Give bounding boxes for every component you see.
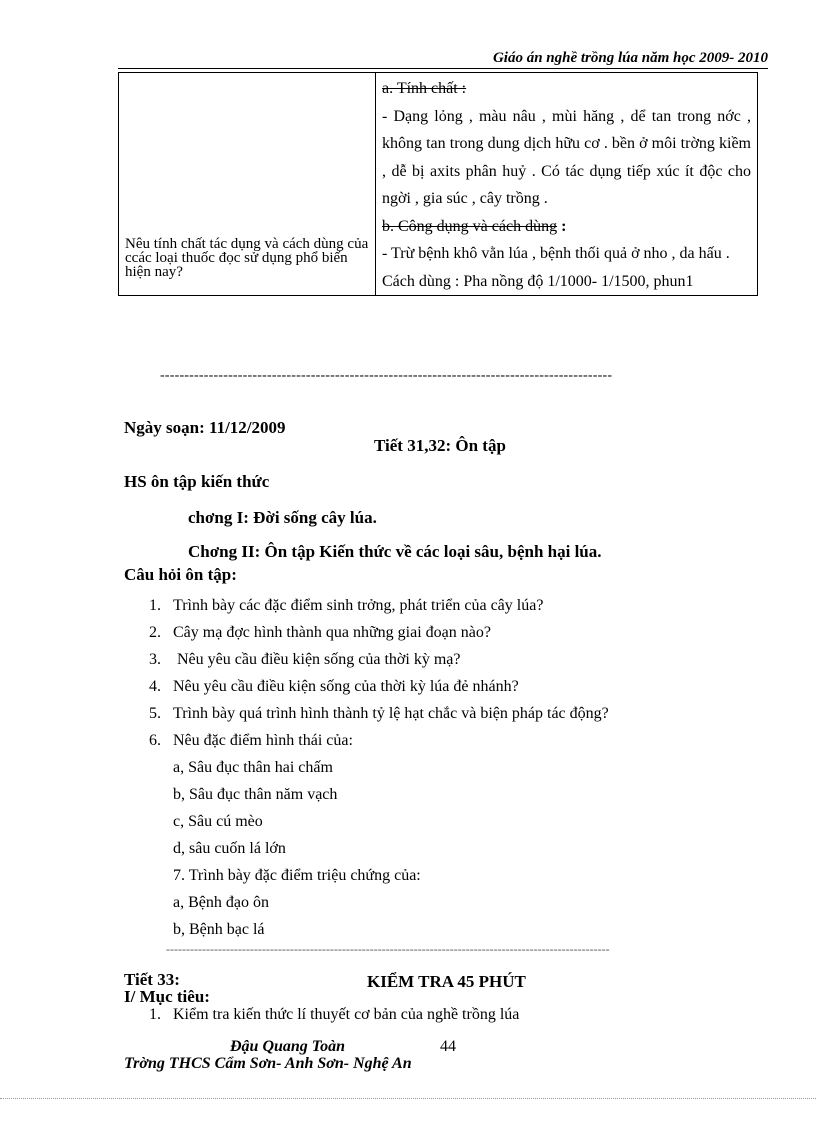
list-item [149,619,609,646]
objective-text: Kiểm tra kiến thức lí thuyết cơ bản của nghề trồng lúa [173,1006,520,1023]
objective-item [149,1006,519,1024]
answer-b-heading-row [382,213,751,241]
question-number: 1. [149,597,161,614]
question-number: 6. [149,732,161,749]
sub-item-list [173,754,421,943]
question-text: Nêu yêu cầu điều kiện sống của thời kỳ mạ? [173,651,461,668]
question-text: Cây mạ đợc hình thành qua những giai đoạn nào? [173,624,491,641]
answer-a-text: - Dạng lỏng , màu nâu , mùi hăng , dể tan trong nớc , không tan trong dung dịch hữu cơ . bền ở môi trờng kiềm , dễ bị axits phân huỷ . Có tác dụng tiếp xúc ít độc cho ngời , gia súc , cây trồng . [382,107,751,207]
date-line: Ngày soạn: 11/12/2009 [124,418,286,437]
list-item [149,646,609,673]
list-item: b, Bệnh bạc lá [173,921,265,938]
question-number: 4. [149,678,161,695]
answer-a-heading: a. Tính chất : [382,80,467,97]
table-row [119,73,758,296]
answer-b-heading: b. Công dụng và cách dùng [382,217,558,235]
page-header-title: Giáo án nghề trồng lúa năm học 2009- 2010 [492,50,768,66]
question-cell [119,73,376,296]
list-item: 7. Trình bày đặc điểm triệu chứng của: [173,867,421,884]
answer-b-text: - Trừ bệnh khô vằn lúa , bệnh thối quả ở nho , da hấu . [382,245,730,262]
review-heading: HS ôn tập kiến thức [124,472,270,491]
qa-table [118,72,758,296]
chapter-2: Chơng II: Ôn tập Kiến thức về các loại sâu, bệnh hại lúa. [188,542,602,561]
chapter-1: chơng I: Đời sống cây lúa. [188,508,377,527]
question-number: 5. [149,705,161,722]
question-text: Nêu đặc điểm hình thái của: [173,732,353,749]
objective-number: 1. [149,1006,161,1023]
footer-school: Trờng THCS Cẩm Sơn- Anh Sơn- Nghệ An [124,1055,412,1072]
question-list [149,592,609,754]
answer-cell [376,73,758,296]
list-item: a, Bệnh đạo ôn [173,894,269,911]
objective-heading: I/ Mục tiêu: [124,987,210,1006]
footer-page-number: 44 [440,1038,456,1055]
questions-heading: Câu hỏi ôn tập: [124,565,237,584]
test-label: Tiết 33: [124,970,180,989]
list-item: c, Sâu cú mèo [173,813,263,830]
header-rule [118,68,768,69]
question-number: 2. [149,624,161,641]
list-item [149,727,609,754]
list-item: a, Sâu đục thân hai chấm [173,759,333,776]
list-item [149,592,609,619]
lesson-title: Tiết 31,32: Ôn tập [374,436,506,455]
list-item [149,673,609,700]
list-item: d, sâu cuốn lá lớn [173,840,286,857]
list-item [149,700,609,727]
separator-line-2: --------------------------------------------------------------------------------------------------------------- [166,942,610,956]
question-text: Nêu yêu cầu điều kiện sống của thời kỳ lúa đẻ nhánh? [173,678,519,695]
question-text: Trình bày quá trình hình thành tỷ lệ hạt chắc và biện pháp tác động? [173,705,609,722]
answer-usage: Cách dùng : Pha nồng độ 1/1000- 1/1500, phun1 [382,272,694,290]
question-text: Trình bày các đặc điểm sinh trởng, phát triển của cây lúa? [173,597,544,614]
list-item: b, Sâu đục thân năm vạch [173,786,338,803]
question-text: Nêu tính chất tác dụng và cách dùng của ccác loại thuốc đọc sử dụng phổ biến hiện nay? [125,236,369,280]
test-title: KIỂM TRA 45 PHÚT [367,972,526,991]
answer-b-colon: : [557,217,567,235]
footer-author: Đậu Quang Toàn [230,1038,346,1055]
page-bottom-rule [0,1098,816,1099]
question-number: 3. [149,651,161,668]
separator-line: --------------------------------------------------------------------------------------------- [160,368,613,383]
